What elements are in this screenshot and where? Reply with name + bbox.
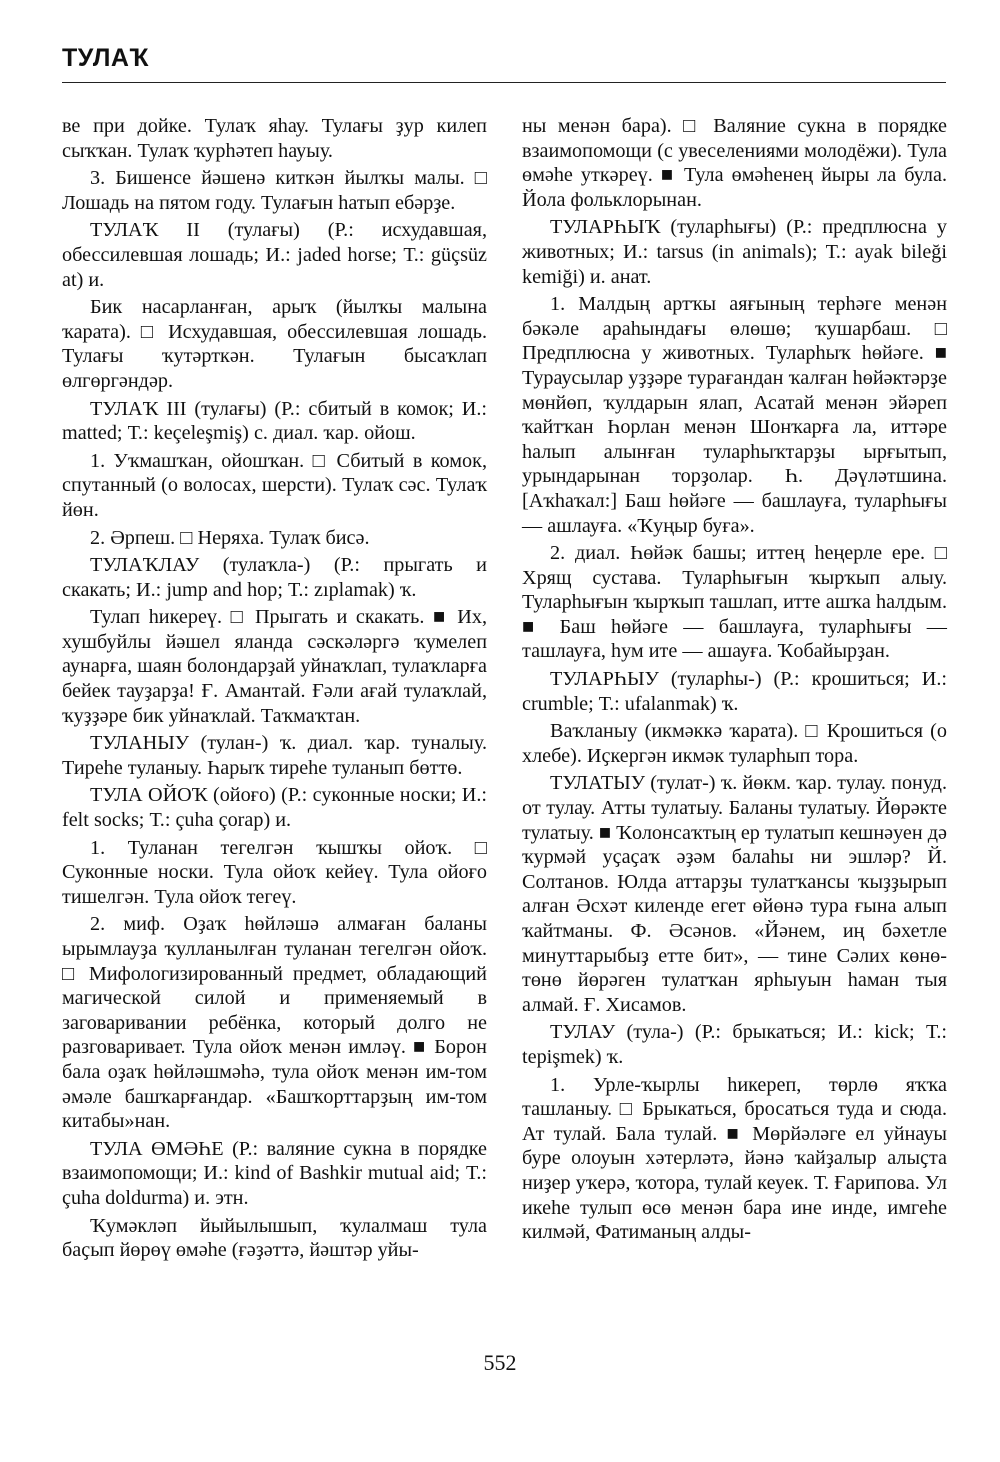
right-column [522, 114, 947, 1248]
dictionary-paragraph: ны менән бара). □ Валяние сукна в порядке взаимопомощи (с увеселениями молодёжи). Тула өмәһе уткәреү. ■ Тула өмәһенең йыры ла була. Йола фольклорынан. [522, 115, 947, 211]
dictionary-paragraph: ТУЛАУ (тула-) (Р.: брыкаться; И.: kick; Т.: tepişmek) ҡ. [522, 1021, 947, 1068]
dictionary-paragraph: ТУЛАҠ III (тулағы) (Р.: сбитый в комок; И.: matted; Т.: keçeleşmiş) с. диал. ҡар. ойош. [62, 397, 487, 445]
running-head: ТУЛАҠ [62, 44, 149, 72]
dictionary-paragraph: Бик насарланған, арыҡ (йылҡы малына ҡарата). □ Исхудавшая, обессилевшая лошадь. Тулағы ҡутәрткән. Тулағын бысаҡлап өлгөргәндәр. [62, 296, 487, 392]
dictionary-paragraph: 2. диал. Һөйәк башы; иттең һеңерле ере. □ Хрящ сустава. Туларһығын ҡырҡып алыу. Туларһығын ҡырҡып ташлап, итте ашҡа һалдым. ■ Баш һөйәге — башлауға, туларһығы — ташлауға, һум ите — ашауға. Ҡобайырҙан. [522, 542, 947, 663]
dictionary-paragraph: ТУЛАНЫУ (тулан-) ҡ. диал. ҡар. туналыу. Тиреһе туланыу. Һарыҡ тиреһе туланып бөттө. [62, 732, 487, 779]
left-column [62, 114, 487, 1266]
dictionary-paragraph: 1. Малдың артҡы аяғының терһәге менән бәкәле араһындағы өлөшө; ҡушарбаш. □ Предплюсна у животных. Туларһыҡ һөйәге. ■ Тураусылар уҙҙәре турағандан ҡалған һөйәктәрҙе мөнйөп, ҡулдарын ялап, Асатай менән эйәреп ҡайтҡан Һорлан менән Шонҡарға ла, иттәре һалып алынған туларһыҡтарҙы ырғытып, урындарынан торҙолар. Һ. Дәүләтшина. [Аҡһаҡал:] Баш һөйәге — башлауға, туларһығы — ашлауға. «Ҡуңыр буға». [522, 293, 947, 537]
dictionary-paragraph: ТУЛАҠЛАУ (тулаҡла-) (Р.: прыгать и скакать; И.: jump and hop; Т.: zıplamak) ҡ. [62, 554, 487, 601]
dictionary-paragraph: ТУЛАҠ II (тулағы) (Р.: исхудавшая, обессилевшая лошадь; И.: jaded horse; Т.: güçsüz at) и. [62, 219, 487, 291]
dictionary-paragraph: Ваҡланыу (икмәккә ҡарата). □ Крошиться (о хлебе). Иҫкергән икмәк туларһып тора. [522, 720, 947, 767]
dictionary-paragraph: Ҡумәкләп йыйылышып, ҡулалмаш тула баҫып йөрөү өмәһе (ғәҙәттә, йәштәр уйы- [62, 1214, 487, 1262]
dictionary-paragraph: Тулап һикереү. □ Прыгать и скакать. ■ Их, хушбуйлы йәшел яланда сәскәләргә ҡумелеп аунарға, шаян болондарҙай уйнаҡлап, тулаҡларға бейек тауҙарҙа! Ғ. Амантай. Ғәли ағай тулаҡлай, ҡуҙҙәре бик уйнаҡлай. Таҡмаҡтан. [62, 606, 487, 727]
dictionary-paragraph: 2. Әрпеш. □ Неряха. Тулаҡ бисә. [90, 526, 370, 549]
dictionary-paragraph: ТУЛАРҺЫУ (туларһы-) (Р.: крошиться; И.: crumble; Т.: ufalanmak) ҡ. [522, 668, 947, 715]
dictionary-paragraph: 3. Бишенсе йәшенә киткән йылҡы малы. □ Лошадь на пятом году. Тулағын һатып ебәрҙе. [62, 167, 487, 214]
dictionary-paragraph: 2. миф. Оҙаҡ һөйләшә алмаған баланы ырымлауҙа ҡулланылған туланан тегелгән ойоҡ. □ Мифологизированный предмет, обладающий магической силой и применяемый в заговаривании ребёнка, который долго не разговаривает. Тула ойоҡ менән имләү. ■ Борон бала оҙаҡ һөйләшмәһә, тула ойоҡ менән им-том әмәле башҡарғандар. «Башҡорттарҙың им-том китабы»нан. [62, 913, 487, 1133]
dictionary-paragraph: 1. Туланан тегелгән ҡышҡы ойоҡ. □ Суконные носки. Тула ойоҡ кейеү. Тула ойоғо тишелгән. Тула ойоҡ тегеү. [62, 836, 487, 908]
dictionary-paragraph: ве при дойке. Тулаҡ яһау. Тулағы ҙур килеп сыҡҡан. Тулаҡ ҡурһәтеп һауыу. [62, 115, 487, 162]
dictionary-paragraph: ТУЛАТЫУ (тулат-) ҡ. йөкм. ҡар. тулау. понуд. от тулау. Атты тулатыу. Баланы тулатыу. Йөрәкте тулатыу. ■ Ҡолонсаҡтың ер тулатып кешнәуен дә ҡурмәй уҫаҫаҡ әҙәм балаһы ни эшләр? Й. Солтанов. Юлда аттарҙы тулатҡансы ҡыҙҙырып алған Әсхәт киленде егет өйөнә тура ғына алып ҡайтманы. Ф. Әсәнов. «Йәнем, иң бәхетле минуттарыбыҙ етте бит», — тине Сәлих көнө-төнө йөрәген тулатҡан ярһыуын һаман тыя алмай. Ғ. Хисамов. [522, 772, 947, 1016]
dictionary-paragraph: 1. Урле-ҡырлы һикереп, төрлө яҡҡа ташланыу. □ Брыкаться, бросаться туда и сюда. Ат тулай. Бала тулай. ■ Мөрйәләге ел уйнауы буре олоуын хәтерләтә, йәнә ҡайҙалыр алыҫта ниҙер уҡерә, ҡотора, тулай кеуек. Т. Ғарипова. Ул икеһе тулып өсө менән бара ине инде, имгеһе килмәй, Фатиманың алды- [522, 1073, 947, 1244]
header-rule [62, 82, 946, 83]
dictionary-paragraph: 1. Уҡмашҡан, ойошҡан. □ Сбитый в комок, спутанный (о волосах, шерсти). Тулаҡ сәс. Тулаҡ йөн. [62, 449, 487, 521]
page-number: 552 [483, 1350, 517, 1375]
dictionary-paragraph: ТУЛАРҺЫҠ (туларһығы) (Р.: предплюсна у животных; И.: tarsus (in animals); Т.: ayak bileği kemiği) и. анат. [522, 216, 947, 288]
dictionary-paragraph: ТУЛА ОЙОҠ (ойоғо) (Р.: суконные носки; И.: felt socks; Т.: çuha çorap) и. [62, 784, 487, 832]
page-header [62, 44, 946, 83]
dictionary-paragraph: ТУЛА ӨМӘҺЕ (Р.: валяние сукна в порядке взаимопомощи; И.: kind of Bashkir mutual aid; Т.: çuha doldurma) и. этн. [62, 1137, 487, 1209]
